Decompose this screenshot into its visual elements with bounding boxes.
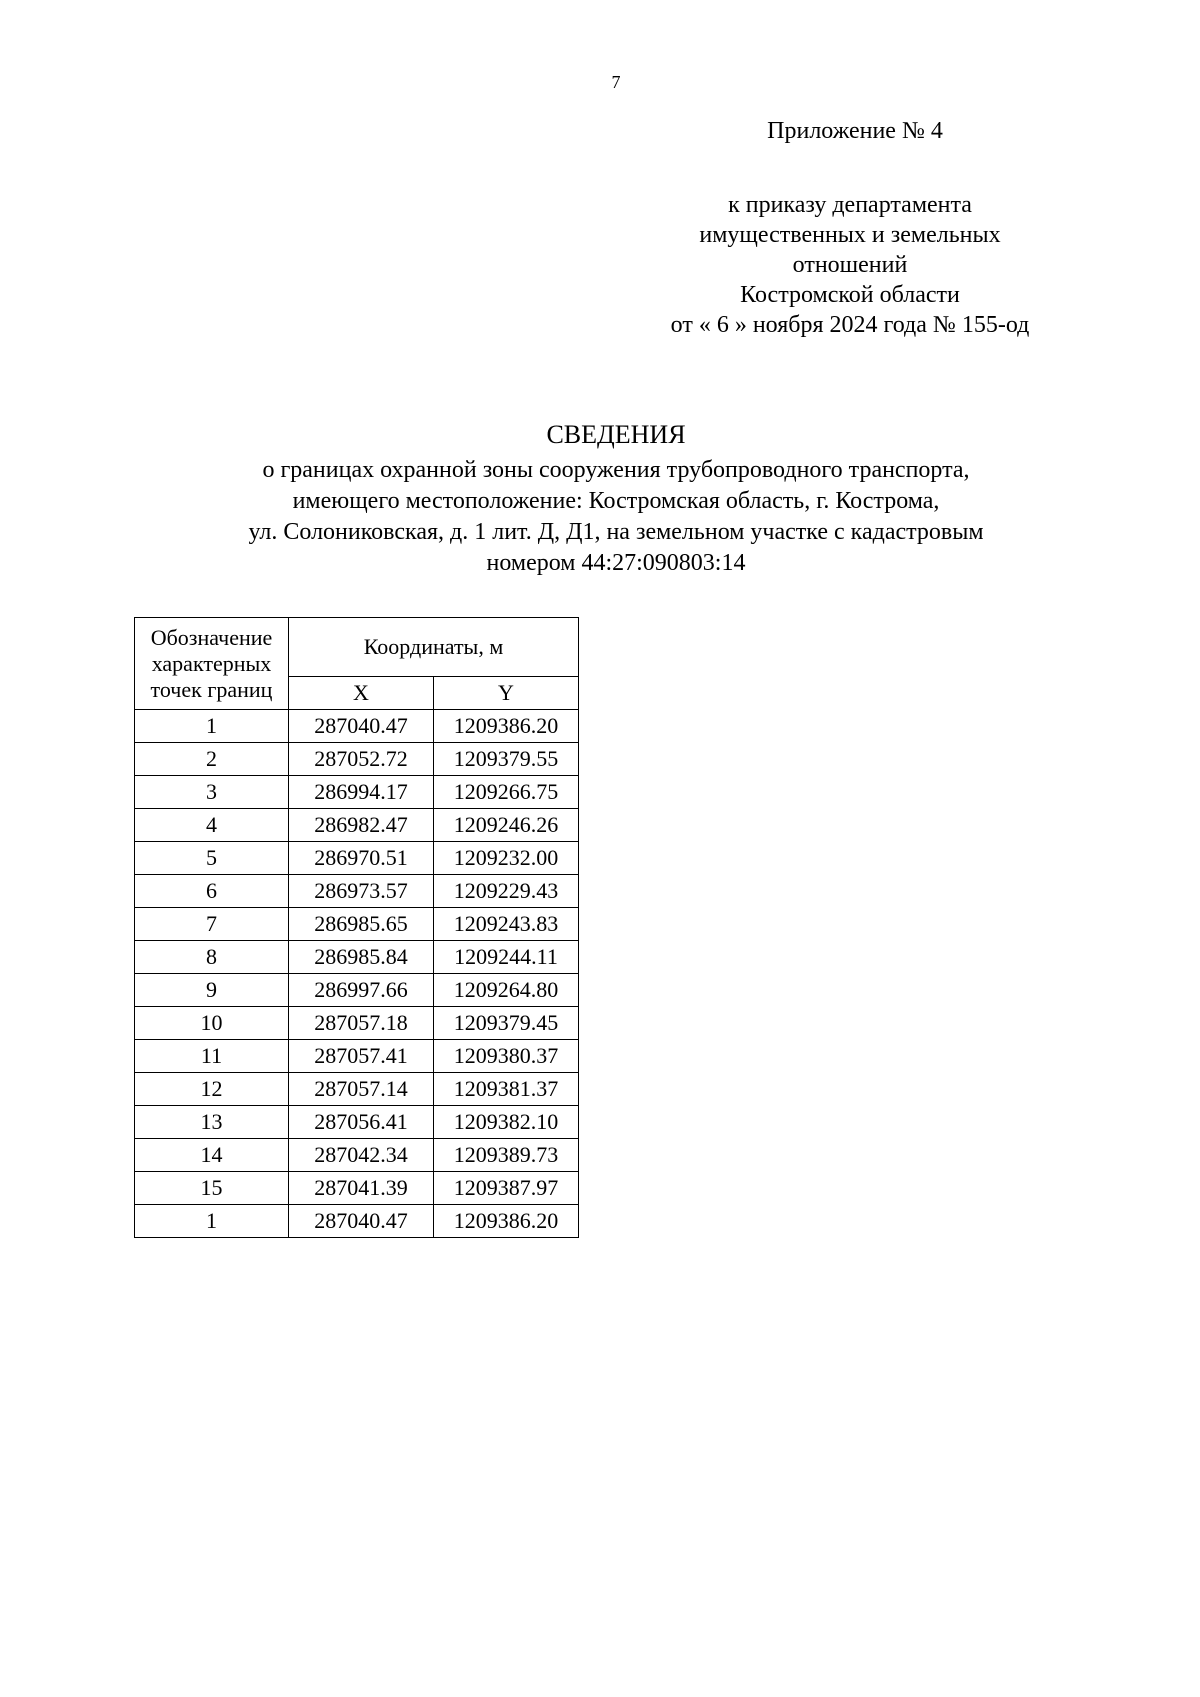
table-row	[135, 842, 579, 875]
x-header: X	[289, 677, 434, 710]
point-cell: 2	[135, 743, 289, 776]
y-cell: 1209264.80	[434, 974, 579, 1007]
table-row	[135, 941, 579, 974]
table-row	[135, 809, 579, 842]
table-row	[135, 875, 579, 908]
appendix-line: отношений	[792, 252, 908, 278]
table-row	[135, 1106, 579, 1139]
y-cell: 1209386.20	[434, 710, 579, 743]
subtitle-line: имеющего местоположение: Костромская область, г. Кострома,	[292, 488, 940, 514]
table-row	[135, 776, 579, 809]
appendix-reference	[600, 190, 1100, 340]
x-cell: 286973.57	[289, 875, 434, 908]
point-cell: 1	[135, 1205, 289, 1238]
x-cell: 287042.34	[289, 1139, 434, 1172]
point-cell: 3	[135, 776, 289, 809]
x-cell: 287052.72	[289, 743, 434, 776]
table-row	[135, 974, 579, 1007]
table-row	[135, 710, 579, 743]
point-cell: 7	[135, 908, 289, 941]
x-cell: 287057.41	[289, 1040, 434, 1073]
subtitle-line: о границах охранной зоны сооружения трубопроводного транспорта,	[262, 457, 970, 483]
x-cell: 286985.84	[289, 941, 434, 974]
point-cell: 15	[135, 1172, 289, 1205]
point-designation-header	[135, 618, 289, 710]
table-row	[135, 908, 579, 941]
header-line: характерных	[151, 650, 272, 676]
x-cell: 286994.17	[289, 776, 434, 809]
point-cell: 14	[135, 1139, 289, 1172]
x-cell: 286985.65	[289, 908, 434, 941]
table-row	[135, 1172, 579, 1205]
point-cell: 6	[135, 875, 289, 908]
x-cell: 287040.47	[289, 710, 434, 743]
y-cell: 1209379.55	[434, 743, 579, 776]
table-row	[135, 1205, 579, 1238]
table-row	[135, 1040, 579, 1073]
page-number: 7	[611, 72, 621, 92]
table-header-row	[135, 618, 579, 677]
coordinates-header: Координаты, м	[289, 618, 579, 677]
point-cell: 4	[135, 809, 289, 842]
y-cell: 1209387.97	[434, 1172, 579, 1205]
y-cell: 1209389.73	[434, 1139, 579, 1172]
x-cell: 287057.18	[289, 1007, 434, 1040]
point-cell: 1	[135, 710, 289, 743]
y-header: Y	[434, 677, 579, 710]
coordinates-table	[134, 617, 579, 1238]
header-line: Обозначение	[150, 624, 273, 650]
y-cell: 1209229.43	[434, 875, 579, 908]
subtitle-line: номером 44:27:090803:14	[486, 550, 746, 576]
point-cell: 8	[135, 941, 289, 974]
document-title: СВЕДЕНИЯ	[546, 420, 686, 449]
y-cell: 1209381.37	[434, 1073, 579, 1106]
appendix-line: имущественных и земельных	[699, 222, 1001, 248]
point-cell: 12	[135, 1073, 289, 1106]
point-cell: 9	[135, 974, 289, 1007]
appendix-line: Костромской области	[740, 282, 960, 308]
appendix-line: к приказу департамента	[728, 192, 972, 218]
document-subtitle	[100, 455, 1132, 579]
x-cell: 287057.14	[289, 1073, 434, 1106]
x-cell: 287056.41	[289, 1106, 434, 1139]
y-cell: 1209379.45	[434, 1007, 579, 1040]
y-cell: 1209380.37	[434, 1040, 579, 1073]
table-body	[135, 710, 579, 1238]
y-cell: 1209266.75	[434, 776, 579, 809]
x-cell: 287040.47	[289, 1205, 434, 1238]
y-cell: 1209243.83	[434, 908, 579, 941]
x-cell: 286982.47	[289, 809, 434, 842]
appendix-line: от « 6 » ноября 2024 года № 155-од	[670, 312, 1030, 338]
header-line: точек границ	[150, 676, 273, 702]
x-cell: 286970.51	[289, 842, 434, 875]
y-cell: 1209386.20	[434, 1205, 579, 1238]
point-cell: 11	[135, 1040, 289, 1073]
y-cell: 1209232.00	[434, 842, 579, 875]
table-row	[135, 1007, 579, 1040]
y-cell: 1209244.11	[434, 941, 579, 974]
table-row	[135, 1139, 579, 1172]
appendix-title: Приложение № 4	[767, 118, 943, 144]
x-cell: 287041.39	[289, 1172, 434, 1205]
table-row	[135, 1073, 579, 1106]
point-cell: 5	[135, 842, 289, 875]
table-row	[135, 743, 579, 776]
point-cell: 10	[135, 1007, 289, 1040]
x-cell: 286997.66	[289, 974, 434, 1007]
y-cell: 1209246.26	[434, 809, 579, 842]
y-cell: 1209382.10	[434, 1106, 579, 1139]
subtitle-line: ул. Солониковская, д. 1 лит. Д, Д1, на земельном участке с кадастровым	[248, 519, 984, 545]
point-cell: 13	[135, 1106, 289, 1139]
